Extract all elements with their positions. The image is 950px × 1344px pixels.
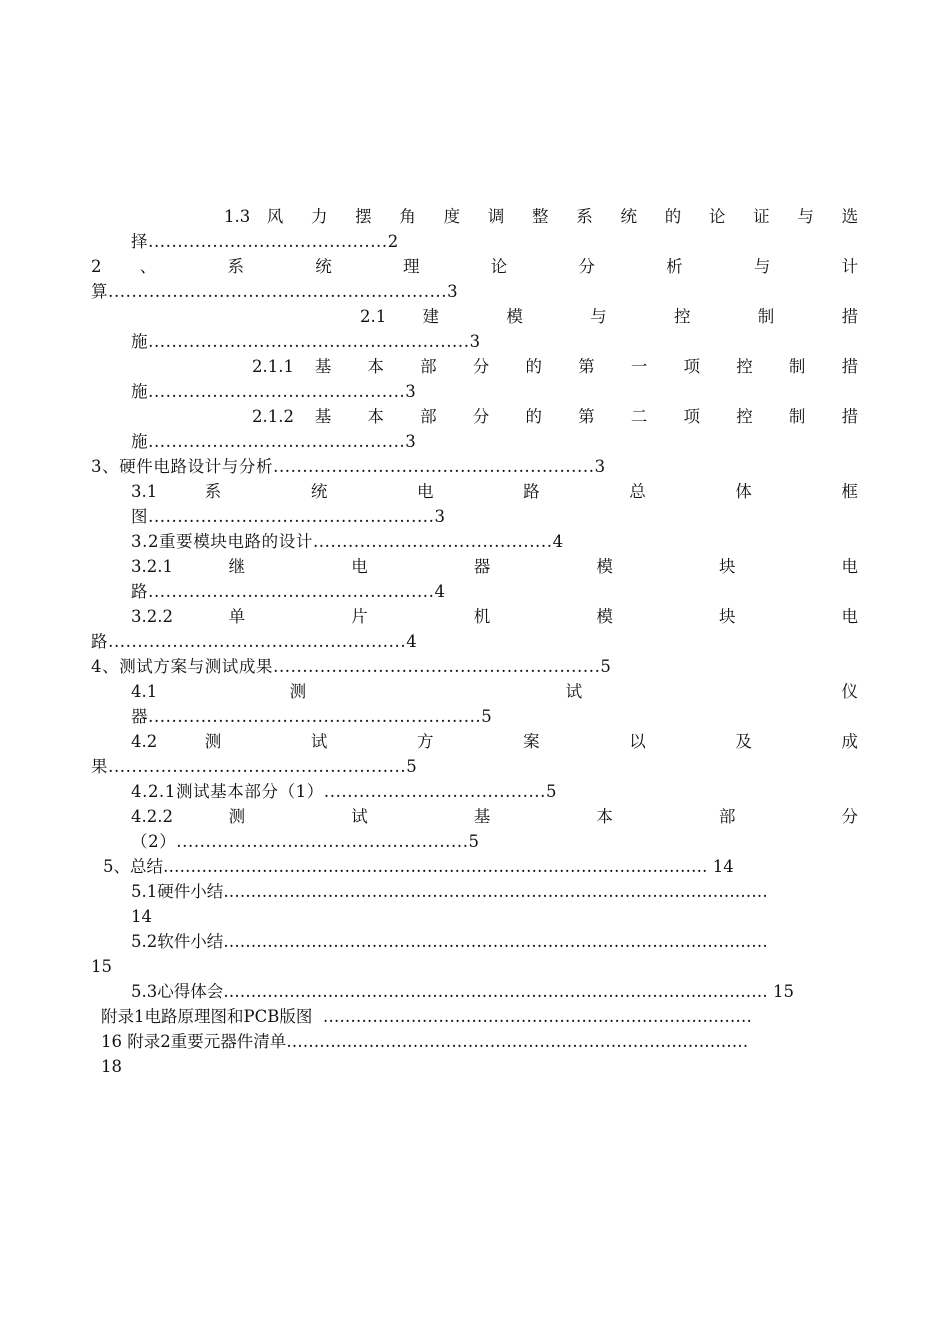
- toc-token: 本: [367, 357, 400, 376]
- toc-line-3-1-cont: 图.................................................3: [131, 507, 446, 526]
- toc-line-4-2-cont: 果...................................................5: [91, 757, 418, 776]
- toc-token: 2: [91, 257, 102, 276]
- toc-token: 控: [736, 357, 769, 376]
- toc-token: 力: [310, 207, 339, 226]
- toc-line-5-2-page: 15: [91, 957, 112, 976]
- toc-token: 析: [666, 257, 716, 276]
- toc-token: 制: [757, 307, 806, 326]
- toc-line-1-3-cont: 择.........................................2: [131, 232, 399, 251]
- toc-token: 块: [718, 557, 786, 576]
- toc-token: 风: [266, 207, 295, 226]
- toc-token: 片: [351, 607, 419, 626]
- toc-token: 机: [473, 607, 541, 626]
- toc-token: 方: [416, 732, 476, 751]
- toc-line-2-1-1-cont: 施............................................3: [131, 382, 417, 401]
- toc-line-1-3: [224, 204, 858, 229]
- toc-token: 项: [683, 407, 716, 426]
- toc-token: 基: [473, 807, 541, 826]
- toc-line-4: 4、测试方案与测试成果........................................................5: [91, 657, 612, 676]
- toc-token: 角: [399, 207, 428, 226]
- toc-token: 统: [620, 207, 649, 226]
- toc-line-appendix-2: 16 附录2重要元器件清单…………………………………………………………………………: [101, 1032, 749, 1051]
- toc-token: 统: [315, 257, 365, 276]
- toc-token: 论: [708, 207, 737, 226]
- toc-token: 本: [367, 407, 400, 426]
- toc-token: 试: [310, 732, 370, 751]
- toc-token: 控: [673, 307, 722, 326]
- toc-token: 证: [753, 207, 781, 226]
- toc-token: 的: [525, 407, 558, 426]
- toc-token: 二: [630, 407, 663, 426]
- toc-token: 系: [204, 482, 264, 501]
- toc-token: 模: [596, 607, 664, 626]
- toc-line-5: 5、总结……………………………………………………………………………………… 14: [103, 857, 734, 876]
- toc-line-4-2-2: [131, 804, 858, 829]
- toc-line-4-2-2-cont: （2）..................................................5: [131, 832, 480, 851]
- toc-token: 第: [578, 357, 611, 376]
- toc-line-3-2-1: [131, 554, 858, 579]
- toc-token: 分: [472, 357, 505, 376]
- toc-token: 4.2: [131, 732, 158, 751]
- toc-token: 度: [443, 207, 472, 226]
- toc-token: 模: [506, 307, 554, 326]
- toc-token: 单: [228, 607, 296, 626]
- toc-token: 与: [753, 257, 804, 276]
- toc-line-3: 3、硬件电路设计与分析.......................................................3: [91, 457, 606, 476]
- toc-token: 基: [314, 357, 347, 376]
- toc-token: 与: [590, 307, 638, 326]
- toc-line-2-1: [360, 304, 858, 329]
- toc-line-3-2-2: [131, 604, 858, 629]
- toc-line-4-2: [131, 729, 858, 754]
- toc-token: 的: [664, 207, 693, 226]
- toc-token: 摆: [355, 207, 383, 226]
- toc-line-5-1-page: 14: [131, 907, 152, 926]
- toc-token: 措: [841, 357, 858, 376]
- toc-line-2-1-cont: 施.......................................................3: [131, 332, 481, 351]
- toc-token: 的: [525, 357, 558, 376]
- toc-token: 理: [402, 257, 453, 276]
- toc-line-2-cont: 算..........................................................3: [91, 282, 459, 301]
- toc-line-2-1-1: [252, 354, 858, 379]
- toc-token: 路: [523, 482, 582, 501]
- toc-token: 试: [351, 807, 419, 826]
- toc-line-4-1: [131, 679, 858, 704]
- toc-token: 案: [523, 732, 582, 751]
- toc-token: 部: [718, 807, 786, 826]
- toc-token: 部: [420, 357, 453, 376]
- toc-line-3-2-1-cont: 路.................................................4: [131, 582, 446, 601]
- toc-token: 制: [788, 407, 821, 426]
- toc-line-5-1: 5.1硬件小结………………………………………………………………………………………: [131, 882, 768, 901]
- toc-token: 整: [532, 207, 560, 226]
- toc-token: 2.1.1: [252, 357, 294, 376]
- toc-token: 分: [472, 407, 505, 426]
- toc-token: 4.2.2: [131, 807, 173, 826]
- toc-line-5-3: 5.3心得体会……………………………………………………………………………………… 15: [131, 982, 794, 1001]
- toc-token: 3.2.2: [131, 607, 173, 626]
- toc-token: 3.1: [131, 482, 158, 501]
- toc-token: 分: [841, 807, 858, 826]
- toc-token: 论: [490, 257, 541, 276]
- toc-token: 制: [788, 357, 821, 376]
- toc-token: 2.1.2: [252, 407, 294, 426]
- toc-token: 仪: [841, 682, 858, 701]
- toc-token: 2.1: [360, 307, 387, 326]
- toc-token: 与: [797, 207, 826, 226]
- toc-token: 项: [683, 357, 716, 376]
- toc-token: 以: [629, 732, 688, 751]
- toc-token: 电: [841, 607, 858, 626]
- toc-line-appendix-2-page: 18: [101, 1057, 122, 1076]
- toc-line-3-2-2-cont: 路...................................................4: [91, 632, 418, 651]
- toc-token: 测: [204, 732, 264, 751]
- toc-line-2-1-2: [252, 404, 858, 429]
- toc-token: 测: [228, 807, 296, 826]
- toc-token: 1.3: [224, 207, 251, 226]
- toc-token: 基: [314, 407, 347, 426]
- toc-token: 测: [289, 682, 434, 701]
- toc-token: 控: [736, 407, 769, 426]
- toc-token: 措: [841, 307, 858, 326]
- toc-token: 4.1: [131, 682, 158, 701]
- toc-token: 成: [841, 732, 858, 751]
- toc-token: 本: [596, 807, 664, 826]
- toc-token: 及: [735, 732, 795, 751]
- toc-line-4-2-1: 4.2.1测试基本部分（1）......................................5: [131, 782, 558, 801]
- toc-line-3-2: 3.2重要模块电路的设计.........................................4: [131, 532, 564, 551]
- toc-token: 选: [841, 207, 858, 226]
- toc-line-5-2: 5.2软件小结………………………………………………………………………………………: [131, 932, 768, 951]
- toc-token: 块: [718, 607, 786, 626]
- toc-token: 措: [841, 407, 858, 426]
- toc-line-appendix-1: 附录1电路原理图和PCB版图 ……………………………………………………………………: [101, 1007, 752, 1026]
- toc-line-2: [91, 254, 858, 279]
- toc-token: 电: [416, 482, 476, 501]
- toc-token: 第: [578, 407, 611, 426]
- toc-token: 系: [576, 207, 604, 226]
- toc-token: 框: [841, 482, 858, 501]
- toc-token: 调: [487, 207, 516, 226]
- toc-token: 部: [420, 407, 453, 426]
- toc-line-4-1-cont: 器.........................................................5: [131, 707, 493, 726]
- toc-line-2-1-2-cont: 施............................................3: [131, 432, 417, 451]
- toc-token: 3.2.1: [131, 557, 173, 576]
- toc-token: 建: [422, 307, 471, 326]
- toc-token: 、: [139, 257, 190, 276]
- toc-token: 系: [227, 257, 277, 276]
- toc-line-3-1: [131, 479, 858, 504]
- toc-token: 统: [310, 482, 370, 501]
- toc-token: 模: [596, 557, 664, 576]
- toc-token: 试: [565, 682, 710, 701]
- toc-token: 继: [228, 557, 296, 576]
- toc-token: 计: [841, 257, 858, 276]
- toc-token: 电: [351, 557, 419, 576]
- toc-token: 器: [473, 557, 541, 576]
- toc-token: 分: [578, 257, 628, 276]
- toc-token: 体: [735, 482, 795, 501]
- toc-token: 电: [841, 557, 858, 576]
- toc-token: 一: [630, 357, 663, 376]
- toc-token: 总: [629, 482, 688, 501]
